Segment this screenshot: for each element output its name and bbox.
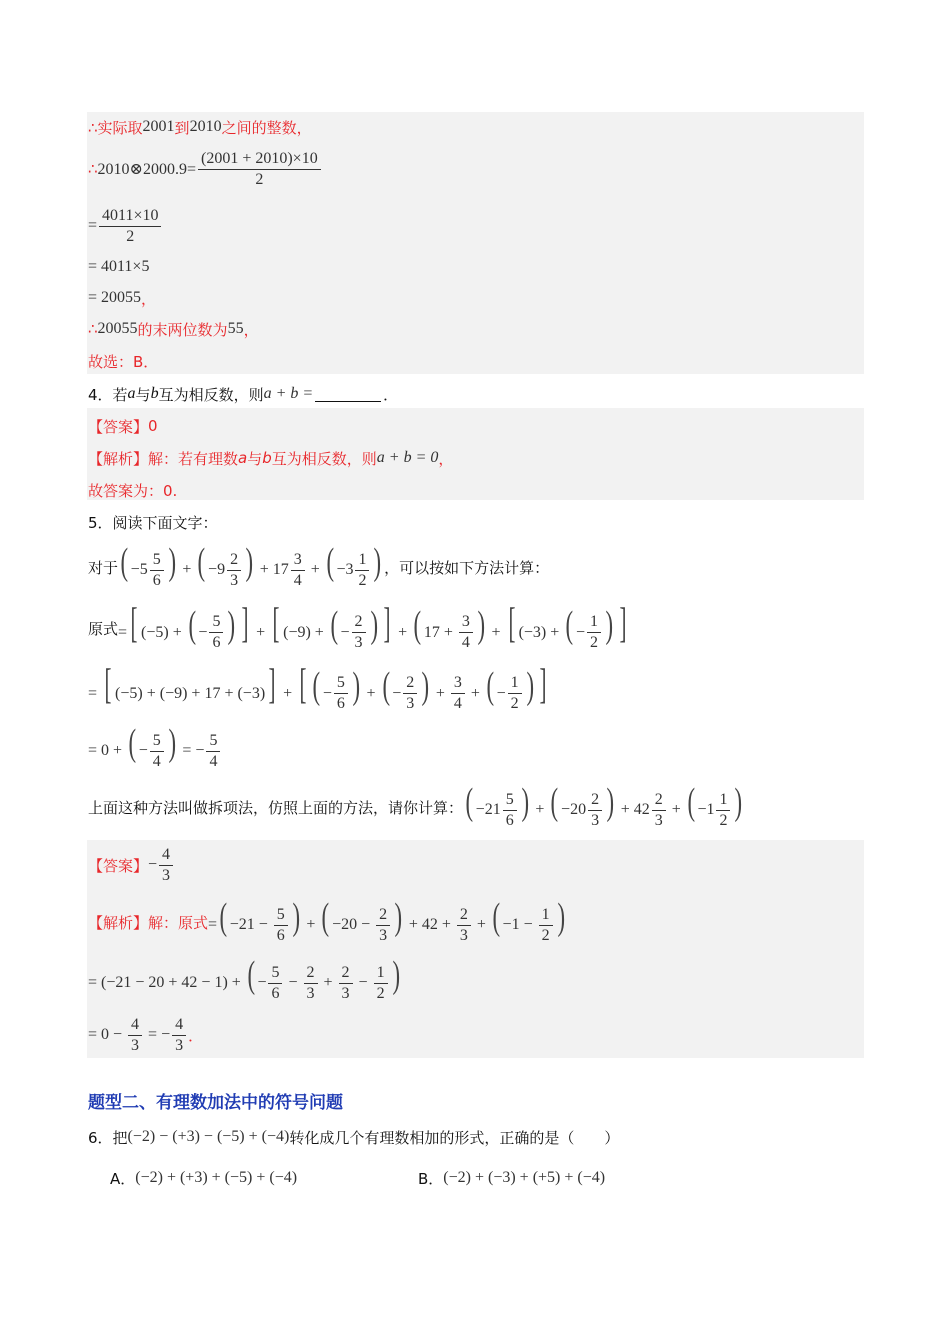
q5-step1: 原式 =[ (−5) + ( − $\frac{5}{6}$ ) ] + [ (−9) + ( − $\frac{2}{3}$ ) ] + ( 17 + $\frac{3}{4}$ ) + [ (−3) + ( − $\frac{1}{2}$ ) ] bbox=[88, 600, 627, 652]
question-4: 4．若 a 与 b 互为相反数，则 a + b = ． bbox=[88, 385, 399, 404]
sol3-line3: = $\frac{4011\times 10}{2}$ bbox=[88, 203, 163, 249]
q5-step3: = 0 + ( − $\frac{5}{4}$ ) = − $\frac{5}{4}$ bbox=[88, 723, 222, 773]
answer-blank bbox=[315, 387, 381, 402]
q4-answer: 【答案】 0 bbox=[88, 417, 158, 436]
sol3-line6: ∴ 20055 的末两位数为 55 ， bbox=[88, 320, 259, 339]
answer-block-5 bbox=[87, 840, 864, 1058]
sol3-line4: = 4011×5 bbox=[88, 258, 150, 275]
sol3-line2: ∴ 2010⊗2000.9= $\frac{(2001 + 2010)\times 10}{2}$ bbox=[88, 146, 323, 192]
q5-step2: = [ (−5) + (−9) + 17 + (−3)] + [ ( − $\frac{5}{6}$ ) + ( − $\frac{2}{3}$ ) + $\frac{3}{4}$ + ( − $\frac{1}{2}$ ) ] bbox=[88, 661, 547, 713]
question-6: 6．把 (−2) − (+3) − (−5) + (−4) 转化成几个有理数相加的形式，正确的是（ ） bbox=[88, 1128, 620, 1147]
question-5-title: 5．阅读下面文字： bbox=[88, 513, 218, 532]
q5-analysis: 【解析】 解：原式 =( −21 − $\frac{5}{6}$ ) + ( −20 − $\frac{2}{3}$ ) + 42 + $\frac{2}{3}$ + ( −1 − $\frac{1}{2}$ ) bbox=[88, 896, 565, 944]
q5-analysis-step2: = (−21 − 20 + 42 − 1) + ( − $\frac{5}{6}$ − $\frac{2}{3}$ + $\frac{2}{3}$ − $\frac{1}{2}$ ) bbox=[88, 954, 400, 1002]
q5-answer: 【答案】 − $\frac{4}{3}$ bbox=[88, 842, 175, 888]
fraction: $\frac{(2001 + 2010)\times 10}{2}$ bbox=[198, 149, 321, 190]
option-b[interactable]: B． (−2) + (−3) + (+5) + (−4) bbox=[418, 1169, 606, 1188]
q4-final: 故答案为：0. bbox=[88, 481, 178, 500]
q5-expression: 对于 ( −5 $\frac{5}{6}$ ) + ( −9 $\frac{2}{3}$ ) + 17 $\frac{3}{4}$ + ( −3 $\frac{1}{2}$ ) ，可以按如下方法计算： bbox=[88, 541, 550, 589]
sol3-line1: ∴实际取 2001 到 2010 之间的整数， bbox=[88, 118, 312, 137]
sol3-line7: 故选：B． bbox=[88, 352, 159, 371]
q5-analysis-step3: = 0 − $\frac{4}{3}$ = − $\frac{4}{3}$ ． bbox=[88, 1015, 204, 1054]
q5-task: 上面这种方法叫做拆项法，仿照上面的方法，请你计算： ( −21 $\frac{5}{6}$ ) + ( −20 $\frac{2}{3}$ ) + 42 $\frac{2}{3}$ + ( −1 $\frac{1}{2}$ ) bbox=[88, 781, 743, 829]
sol3-line5: = 20055 ， bbox=[88, 289, 157, 308]
option-a[interactable]: A． (−2) + (+3) + (−5) + (−4) bbox=[110, 1169, 298, 1188]
section-heading: 题型二、有理数加法中的符号问题 bbox=[88, 1093, 343, 1113]
q4-analysis: 【解析】 解：若有理数 a 与 b 互为相反数，则 a + b = 0 ， bbox=[88, 449, 454, 468]
fraction: $\frac{4011\times 10}{2}$ bbox=[99, 206, 161, 247]
